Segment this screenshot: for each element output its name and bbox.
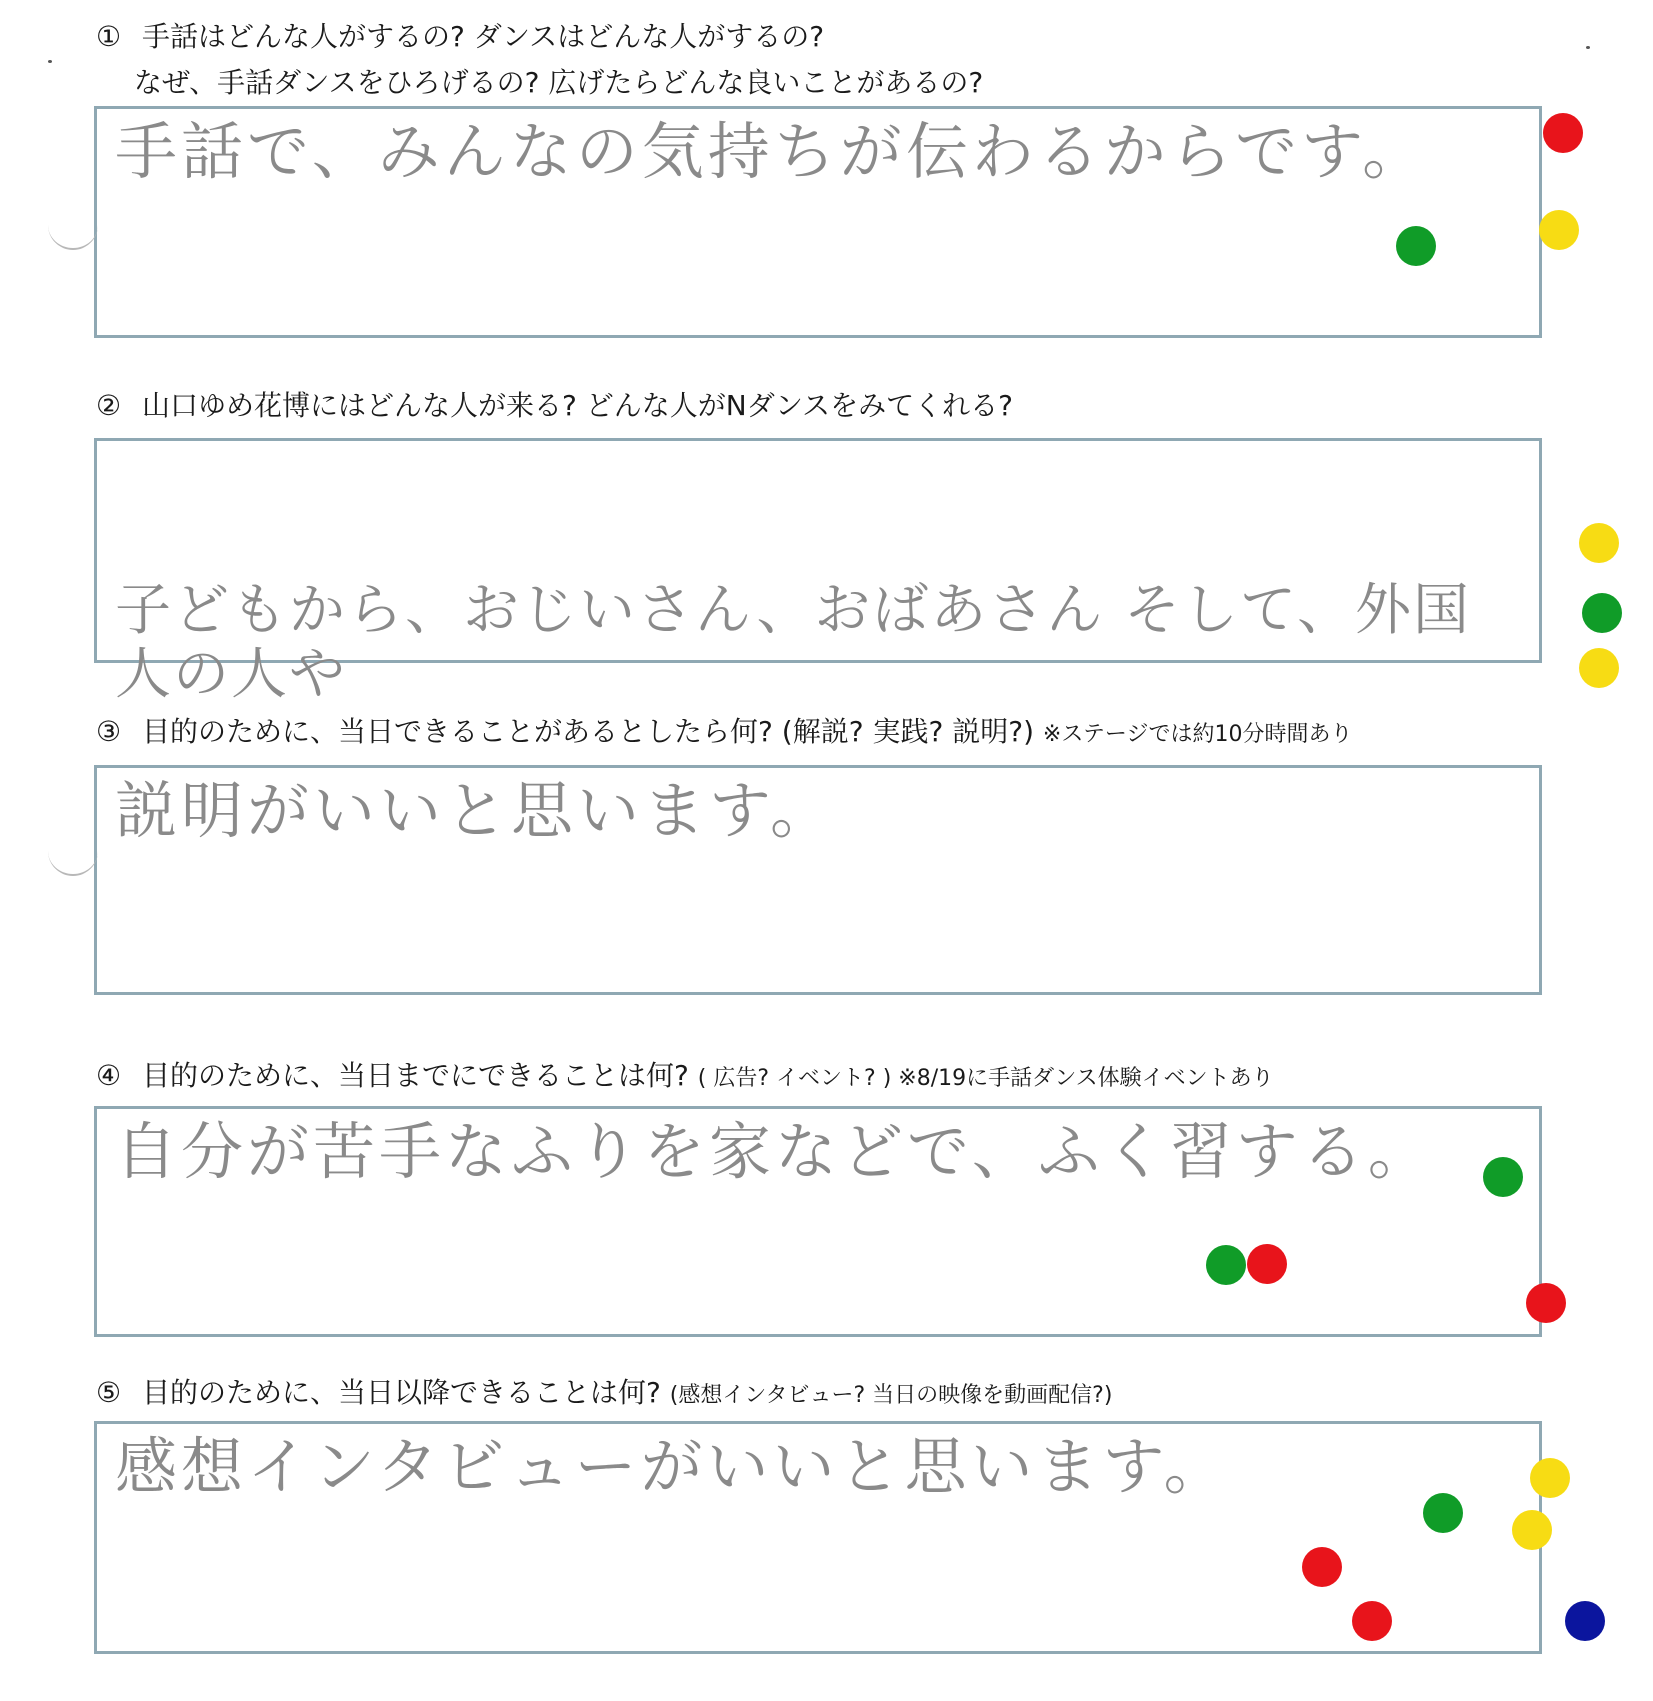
sticker-dot-red <box>1247 1244 1287 1284</box>
sticker-dot-green <box>1483 1157 1523 1197</box>
punch-hole-mark-2 <box>48 846 98 876</box>
question-4-number: ④ <box>96 1059 122 1092</box>
sticker-dot-blue <box>1565 1601 1605 1641</box>
sticker-dot-green <box>1396 226 1436 266</box>
sticker-dot-green <box>1423 1493 1463 1533</box>
answer-2-line-1: 子どもから、おじいさん、おばあさん そして、外国人の人や <box>115 578 1472 707</box>
sticker-dot-yellow <box>1579 523 1619 563</box>
question-1-line-2: なぜ、手話ダンスをひろげるの? 広げたらどんな良いことがあるの? <box>134 66 984 99</box>
answer-1-text: 手話で、みんなの気持ちが伝わるからです。 <box>115 115 1429 188</box>
sticker-dot-red <box>1352 1601 1392 1641</box>
question-4 <box>96 1053 1274 1102</box>
sticker-dot-red <box>1543 113 1583 153</box>
sticker-dot-yellow <box>1530 1458 1570 1498</box>
sticker-dot-green <box>1206 1245 1246 1285</box>
question-1-line-1 <box>96 14 983 60</box>
scan-speck-2 <box>1586 46 1590 49</box>
question-1 <box>96 14 983 106</box>
answer-box-1[interactable] <box>94 106 1542 338</box>
question-1-text: 手話はどんな人がするの? ダンスはどんな人がするの? <box>142 20 825 53</box>
question-5-number: ⑤ <box>96 1376 122 1409</box>
answer-3-text: 説明がいいと思います。 <box>115 774 837 847</box>
sticker-dot-red <box>1526 1283 1566 1323</box>
question-3-number: ③ <box>96 715 122 748</box>
sticker-dot-red <box>1302 1547 1342 1587</box>
scan-speck-1 <box>48 60 52 63</box>
question-5 <box>96 1370 1112 1419</box>
sticker-dot-yellow <box>1512 1510 1552 1550</box>
question-4-note: ( 広告? イベント? ) ※8/19に手話ダンス体験イベントあり <box>697 1066 1274 1091</box>
punch-hole-mark-1 <box>48 220 98 250</box>
question-3-note: ※ステージでは約10分時間あり <box>1042 722 1353 747</box>
answer-box-5[interactable] <box>94 1421 1542 1654</box>
answer-4-text: 自分が苦手なふりを家などで、ふく習する。 <box>115 1115 1434 1188</box>
answer-box-4[interactable] <box>94 1106 1542 1337</box>
sticker-dot-yellow <box>1539 210 1579 250</box>
question-3 <box>96 709 1352 758</box>
answer-box-2[interactable] <box>94 438 1542 707</box>
question-2-text: 山口ゆめ花博にはどんな人が来る? どんな人がNダンスをみてくれる? <box>142 389 1014 422</box>
answer-box-3[interactable] <box>94 765 1542 995</box>
sticker-dot-green <box>1582 593 1622 633</box>
question-3-text: 目的のために、当日できることがあるとしたら何? (解説? 実践? 説明?) <box>142 715 1034 748</box>
question-2-number: ② <box>96 389 122 422</box>
question-5-text: 目的のために、当日以降できることは何? <box>142 1376 661 1409</box>
question-4-text: 目的のために、当日までにできることは何? <box>142 1059 689 1092</box>
sticker-dot-yellow <box>1579 648 1619 688</box>
question-1-number: ① <box>96 20 122 53</box>
question-5-note: (感想インタビュー? 当日の映像を動画配信?) <box>669 1383 1113 1408</box>
question-2 <box>96 383 1013 429</box>
answer-5-text: 感想インタビューがいいと思います。 <box>115 1430 1230 1503</box>
